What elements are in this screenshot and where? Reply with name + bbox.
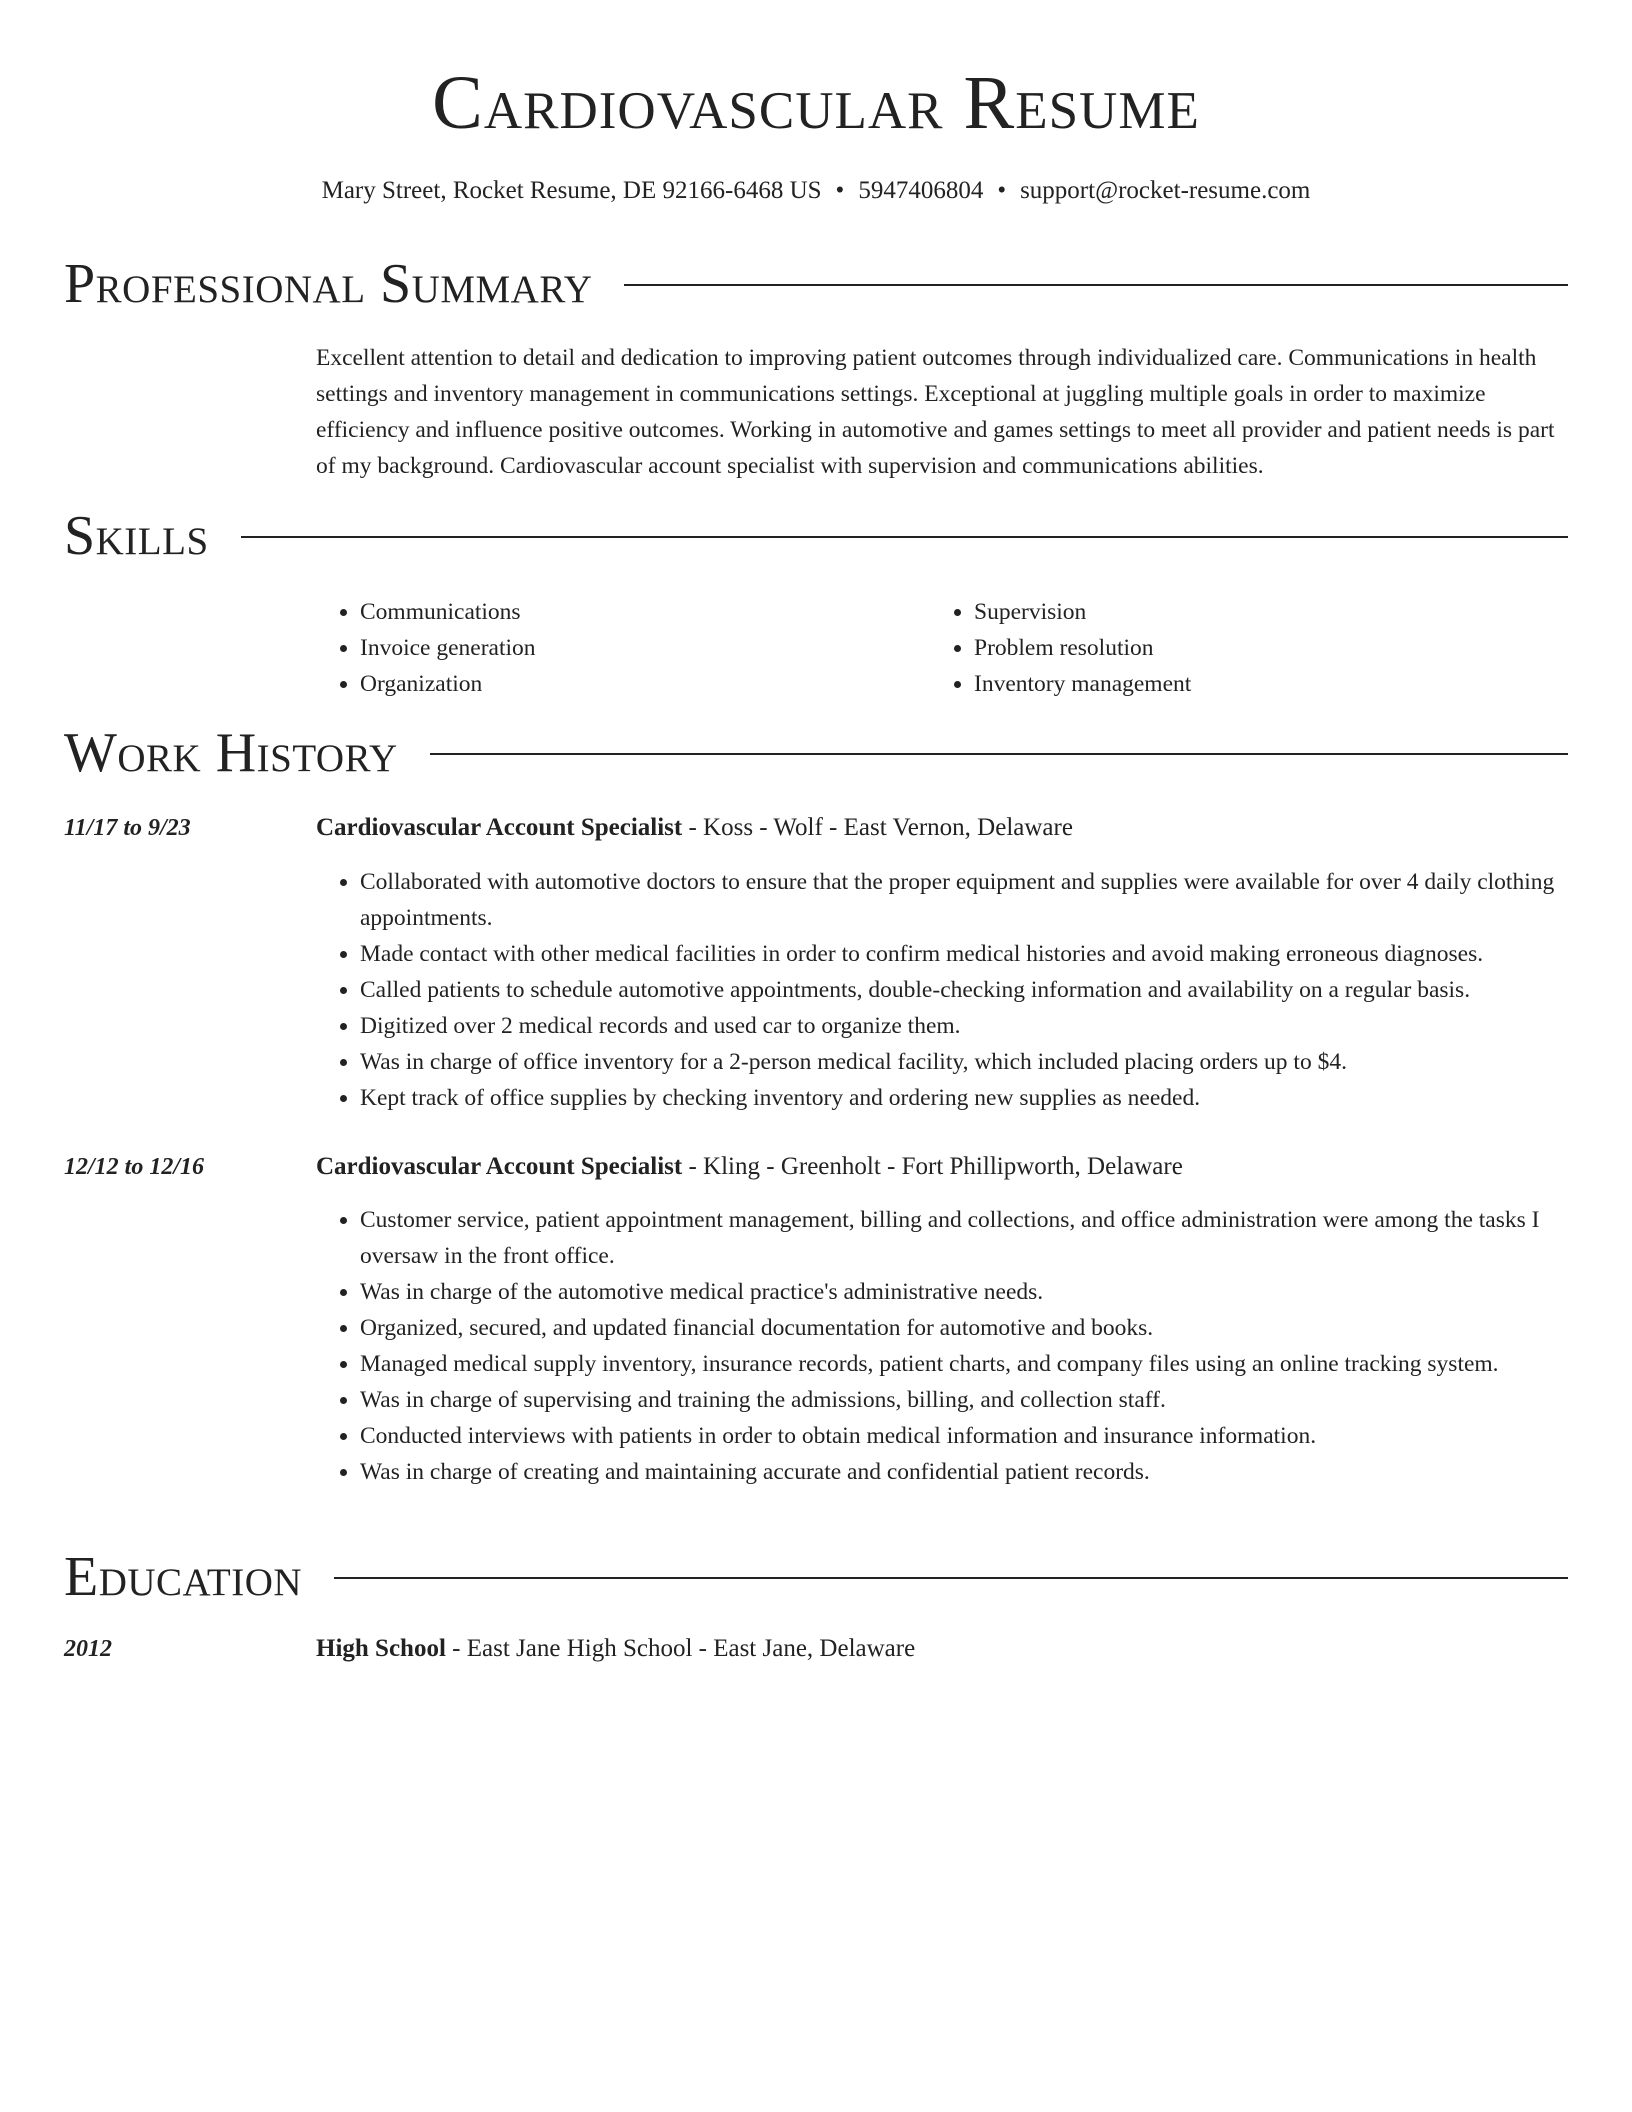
skill-item: • Supervision — [974, 594, 1191, 630]
contact-email: support@rocket-resume.com — [1020, 177, 1311, 204]
job-bullet: • Was in charge of supervising and training the admissions, billing, and collection staff. — [360, 1382, 1568, 1418]
contact-address: Mary Street, Rocket Resume, DE 92166-6468 US — [321, 177, 822, 204]
job-bullet: • Called patients to schedule automotive appointments, double-checking information and availability on a regular basis. — [360, 972, 1568, 1008]
job-details: - Kling - Greenholt - Fort Phillipworth, Delaware — [682, 1153, 1183, 1180]
job-details: - Koss - Wolf - East Vernon, Delaware — [682, 814, 1073, 841]
contact-phone: 5947406804 — [858, 177, 984, 204]
job-header — [316, 811, 1568, 845]
job-bullet: • Was in charge of creating and maintaining accurate and confidential patient records. — [360, 1454, 1568, 1490]
contact-line — [0, 174, 1632, 208]
job-bullet-list — [316, 1202, 1568, 1490]
job-bullet: • Managed medical supply inventory, insurance records, patient charts, and company files using an online tracking system. — [360, 1346, 1568, 1382]
skills-list-left — [316, 594, 536, 702]
education-header — [316, 1632, 1568, 1666]
contact-separator: • — [835, 177, 845, 204]
work-heading: Work History — [64, 722, 398, 784]
job-bullet: • Digitized over 2 medical records and used car to organize them. — [360, 1008, 1568, 1044]
skills-heading: Skills — [64, 505, 209, 567]
skill-item: • Organization — [360, 666, 536, 702]
education-details: - East Jane High School - East Jane, Delaware — [445, 1635, 916, 1662]
skill-item: • Communications — [360, 594, 536, 630]
summary-text: Excellent attention to detail and dedication to improving patient outcomes through individualized care. Communications in health settings and inventory management in communications settings. Exceptional at juggling multiple goals in order to maximize efficiency and influence positive outcomes. Working in automotive and games settings to meet all provider and patient needs is part of my background. Cardiovascular account specialist with supervision and communications abilities. — [316, 345, 1555, 479]
section-divider — [624, 284, 1568, 286]
job-bullet: • Kept track of office supplies by checking inventory and ordering new supplies as needed. — [360, 1080, 1568, 1116]
job-header — [316, 1150, 1568, 1184]
job-role: Cardiovascular Account Specialist — [316, 1153, 683, 1180]
job-dates: 12/12 to 12/16 — [64, 1154, 205, 1180]
education-degree: High School — [316, 1635, 446, 1662]
job-bullet: • Was in charge of office inventory for a 2-person medical facility, which included placing orders up to $4. — [360, 1044, 1568, 1080]
skills-section-header — [64, 504, 1568, 568]
skills-list-right — [930, 594, 1191, 702]
job-bullet: • Was in charge of the automotive medical practice's administrative needs. — [360, 1274, 1568, 1310]
skill-item: • Inventory management — [974, 666, 1191, 702]
job-bullet: • Conducted interviews with patients in order to obtain medical information and insurance information. — [360, 1418, 1568, 1454]
job-bullet: • Collaborated with automotive doctors to ensure that the proper equipment and supplies were available for over 4 daily clothing appointments. — [360, 864, 1568, 936]
work-section-header — [64, 721, 1568, 785]
job-bullet: • Organized, secured, and updated financial documentation for automotive and books. — [360, 1310, 1568, 1346]
skill-item: • Invoice generation — [360, 630, 536, 666]
job-role: Cardiovascular Account Specialist — [316, 814, 683, 841]
skill-item: • Problem resolution — [974, 630, 1191, 666]
job-bullet: • Made contact with other medical facilities in order to confirm medical histories and avoid making erroneous diagnoses. — [360, 936, 1568, 972]
section-divider — [241, 536, 1568, 538]
document-title: Cardiovascular Resume — [432, 61, 1200, 145]
education-year: 2012 — [64, 1636, 112, 1662]
contact-separator: • — [997, 177, 1007, 204]
section-divider — [334, 1577, 1568, 1579]
job-dates: 11/17 to 9/23 — [64, 815, 191, 841]
summary-section-header — [64, 252, 1568, 316]
job-bullet: • Customer service, patient appointment management, billing and collections, and office administration were among the tasks I oversaw in the front office. — [360, 1202, 1568, 1274]
education-heading: Education — [64, 1546, 303, 1608]
job-bullet-list — [316, 864, 1568, 1116]
section-divider — [430, 753, 1568, 755]
summary-heading: Professional Summary — [64, 253, 593, 315]
education-section-header — [64, 1545, 1568, 1609]
